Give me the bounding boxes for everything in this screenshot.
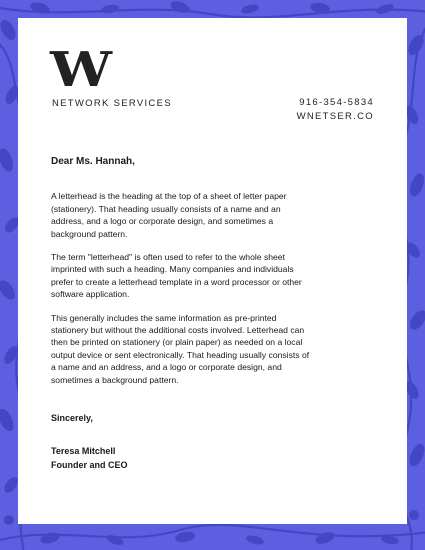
letter-paragraph: This generally includes the same information as pre-printed stationery but without the additional costs involved. Letterhead can then be printed on stationery (or plain paper) as needed on a local output device or sent electronically. That heading usually consists of a name and an address, and a logo or corporate design, and sometimes a background pattern. — [51, 312, 310, 385]
letter-paragraph: A letterhead is the heading at the top of a sheet of letter paper (stationery). That heading usually consists of a name and an address, and a logo or corporate design, and sometimes a background pattern. — [51, 191, 287, 239]
letter-closing: Sincerely, — [51, 413, 93, 424]
letter-paragraph: The term "letterhead" is often used to refer to the whole sheet imprinted with such a heading. Many companies and individuals prefer to create a letterhead template in a word processor or other software application. — [51, 252, 302, 300]
letter-greeting: Dear Ms. Hannah, — [51, 156, 135, 167]
website: WNETSER.CO — [296, 111, 374, 122]
company-logo: W — [50, 42, 109, 98]
phone-number: 916-354-5834 — [299, 97, 374, 108]
company-name: NETWORK SERVICES — [52, 98, 172, 109]
letter-body — [51, 156, 313, 472]
signer-name: Teresa Mitchell — [51, 445, 116, 456]
letter-sheet — [18, 18, 407, 524]
signer-title: Founder and CEO — [51, 459, 128, 470]
contact-info — [297, 96, 374, 124]
